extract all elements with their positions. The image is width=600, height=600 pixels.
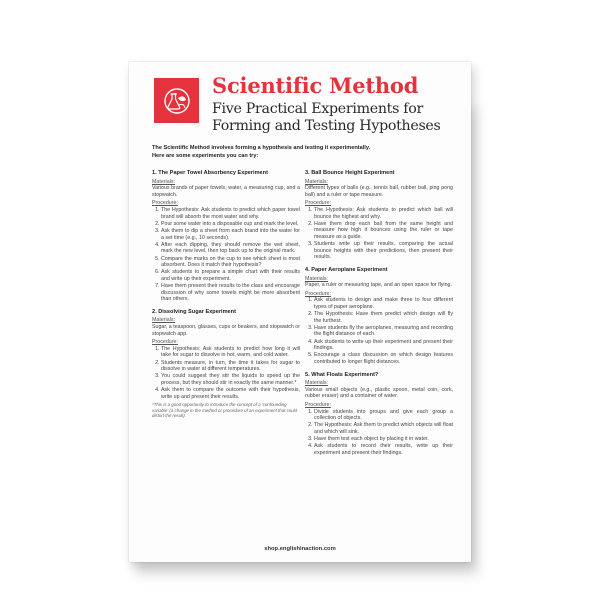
materials-text: Various brands of paper towels, water, a measuring cup, and a stopwatch. — [152, 185, 300, 198]
procedure-step: 1. Divide students into groups and give each group a collection of objects. — [314, 409, 453, 422]
procedure-step: 6. Ask students to prepare a simple chart with their results and write up their experiment. — [161, 269, 300, 282]
procedure-step: 1. Ask students to design and make three to four different types of paper aeroplane. — [314, 297, 453, 310]
materials-label: Materials: — [305, 380, 328, 387]
procedure-list — [152, 207, 300, 303]
procedure-step: 4. Ask students to write up their experiment and present their findings. — [314, 339, 453, 352]
footnote: *This is a good opportunity to introduce the concept of a 'confounding variable' (a change in the method or procedure of an experiment that could distort the result). — [152, 402, 298, 419]
intro-line: Here are some experiments you can try: — [152, 152, 259, 159]
procedure-step: 3. Ask them to dip a sheet from each brand into the water for a set time (e.g., 10 seconds). — [161, 228, 300, 241]
materials-label: Materials: — [152, 317, 175, 324]
experiment-2 — [152, 309, 300, 419]
experiment-title: 3. Ball Bounce Height Experiment — [305, 170, 395, 176]
experiment-title: 1. The Paper Towel Absorbency Experiment — [152, 170, 268, 176]
experiment-1 — [152, 170, 300, 303]
procedure-step: 2. The Hypothesis: Ask them to predict which objects will float and which will sink. — [314, 422, 453, 435]
experiment-4 — [305, 267, 453, 366]
procedure-step: 2. Pour some water into a disposable cup and mark the level. — [161, 221, 300, 228]
procedure-step: 2. Students measure, in turn, the time it takes for sugar to dissolve in water at different temperatures. — [161, 360, 300, 373]
procedure-label: Procedure: — [305, 290, 331, 297]
experiment-5 — [305, 372, 453, 457]
worksheet — [129, 62, 471, 562]
experiment-title: 5. What Floats Experiment? — [305, 371, 379, 378]
procedure-step: 1. The Hypothesis: Ask students to predict how long it will take for sugar to dissolve in hot, warm, and cold water. — [161, 346, 300, 359]
footer-url: shop.englishinaction.com — [264, 546, 336, 552]
materials-label: Materials: — [305, 178, 328, 185]
flask-leaf-icon — [162, 86, 192, 116]
subtitle-line: Forming and Testing Hypotheses — [212, 117, 441, 134]
intro-line: The Scientific Method involves forming a hypothesis and testing it experimentally. — [152, 145, 371, 151]
procedure-step: 3. Have students fly the aeroplanes, measuring and recording the flight distance of each. — [314, 325, 453, 338]
procedure-label: Procedure: — [152, 339, 178, 346]
procedure-step: 2. The Hypothesis: Have them predict which design will fly the furthest. — [314, 311, 453, 324]
intro-text — [152, 145, 448, 160]
experiment-title: 4. Paper Aeroplane Experiment — [305, 266, 388, 273]
procedure-step: 7. Have them present their results to the class and encourage discussion of why some towels might be more absorbent than others. — [161, 283, 300, 303]
procedure-step: 4. Ask students to record their results, write up their experiment and present their findings. — [314, 443, 453, 456]
materials-text: Paper, a ruler or measuring tape, and an open space for flying. — [305, 282, 452, 289]
left-column — [152, 170, 300, 425]
procedure-label: Procedure: — [305, 401, 331, 408]
subtitle-line: Five Practical Experiments for — [212, 101, 423, 117]
experiment-3 — [305, 170, 453, 261]
right-column — [305, 170, 453, 463]
materials-label: Materials: — [305, 275, 328, 282]
procedure-step: 3. Have them test each object by placing it in water. — [314, 436, 453, 443]
procedure-label: Procedure: — [305, 200, 331, 207]
procedure-step: 3. You could suggest they stir the liquids to speed up the process, but they should stir in exactly the same manner.* — [161, 373, 300, 386]
materials-label: Materials: — [152, 178, 175, 185]
materials-text: Sugar, a teaspoon, glasses, cups or beakers, and stopwatch or stopwatch app. — [152, 324, 300, 337]
procedure-step: 2. Have them drop each ball from the same height and measure how high it bounces using the ruler or tape measure as a guide. — [314, 221, 453, 241]
procedure-step: 4. After each dipping, they should remove the wet sheet, mark the new level, then top back up to the original mark. — [161, 242, 300, 255]
procedure-list — [152, 346, 300, 401]
procedure-step: 1. The Hypothesis: Ask students to predict which ball will bounce the highest and why. — [314, 207, 453, 220]
materials-text: Various small objects (e.g., plastic spoon, metal coin, cork, rubber eraser) and a container of water. — [305, 386, 453, 400]
procedure-step: 3. Students write up their results, comparing the actual bounce heights with their predictions, then present their results. — [314, 241, 453, 261]
procedure-step: 5. Compare the marks on the cup to see which sheet is most absorbent. Does it match their hypothesis? — [161, 256, 300, 269]
materials-text: Different types of balls (e.g., tennis ball, rubber ball, ping pong ball) and a ruler or tape measure. — [305, 185, 453, 198]
procedure-step: 1. The Hypothesis: Ask students to predict which paper towel brand will absorb the most water and why. — [161, 207, 300, 220]
procedure-list — [305, 409, 453, 457]
procedure-step: 5. Encourage a class discussion on which design features contributed to longer flight distances. — [314, 352, 453, 365]
logo — [154, 78, 199, 123]
page-title: Scientific Method — [212, 73, 419, 98]
page-subtitle — [212, 101, 441, 134]
procedure-list — [305, 297, 453, 365]
experiment-title: 2. Dissolving Sugar Experiment — [152, 308, 236, 315]
procedure-label: Procedure: — [152, 200, 178, 207]
procedure-list — [305, 207, 453, 261]
procedure-step: 4. Ask them to compare the outcome with their hypothesis, write up and present their results. — [161, 387, 300, 400]
